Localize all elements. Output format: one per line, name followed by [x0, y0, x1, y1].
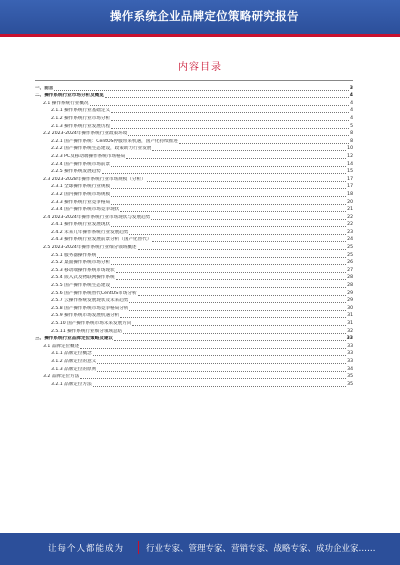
toc-entry-label: 2.3.1 全球操作系统行业规模: [51, 184, 111, 190]
toc-leader-dots: [80, 378, 346, 379]
toc-entry-label: 2.2.4 国产操作系统市场前景: [51, 161, 111, 167]
toc-entry-page: 21: [347, 207, 353, 213]
toc-entry[interactable]: [35, 350, 353, 358]
toc-entry-label: 2.5.4 嵌入式及物联网操作系统: [51, 275, 115, 281]
toc-leader-dots: [152, 241, 346, 242]
toc-entry-label: 2.3.2 国内操作系统市场规模: [51, 191, 111, 197]
toc-entry-page: 29: [347, 298, 353, 304]
footer-tagline: 行业专家、管理专家、营销专家、战略专家、成功企业家……: [146, 544, 376, 554]
toc-leader-dots: [138, 249, 347, 250]
toc-entry-label: 2.5.6 国产操作系统替代CentOS市场分析: [51, 290, 137, 296]
toc-leader-dots: [179, 143, 349, 144]
toc-entry-label: 2.1.2 操作系统行业市场分析: [51, 115, 111, 121]
toc-entry[interactable]: [35, 357, 353, 365]
toc-entry[interactable]: [35, 236, 353, 244]
toc-entry[interactable]: [35, 297, 353, 305]
toc-leader-dots: [111, 120, 349, 121]
toc-entry[interactable]: [35, 107, 353, 115]
toc-entry-label: 一、前言: [35, 85, 54, 91]
toc-title: 内容目录: [178, 62, 222, 73]
toc-entry-page: 3: [349, 85, 353, 91]
toc-entry-label: 3.1.3 品牌定位的原则: [51, 366, 97, 372]
toc-leader-dots: [90, 105, 350, 106]
toc-leader-dots: [111, 226, 346, 227]
toc-leader-dots: [116, 272, 346, 273]
toc-entry[interactable]: [35, 183, 353, 191]
toc-entry-label: 2.5.2 桌面操作系统市场分析: [51, 260, 111, 266]
toc-entry[interactable]: [35, 168, 353, 176]
toc-entry-page: 33: [347, 343, 353, 349]
toc-leader-dots: [102, 173, 346, 174]
toc-entry[interactable]: [35, 152, 353, 160]
toc-entry-label: 2.4.3 操作系统行业发展前景分析（国产化替代）: [51, 237, 152, 243]
toc-leader-dots: [123, 333, 346, 334]
toc-entry-page: 35: [347, 374, 353, 380]
toc-entry[interactable]: [35, 198, 353, 206]
toc-entry-label: 2.5 2023-2024年操作系统行业细分领域概述: [43, 245, 137, 251]
toc-leader-dots: [114, 340, 345, 341]
toc-entry-label: 2.5.1 服务器操作系统: [51, 252, 97, 258]
toc-entry[interactable]: [35, 281, 353, 289]
toc-entry-label: 2.5.11 操作系统行业细分领域总结: [51, 328, 123, 334]
toc-leader-dots: [97, 363, 346, 364]
toc-entry[interactable]: [35, 145, 353, 153]
toc-leader-dots: [80, 348, 346, 349]
toc-leader-dots: [111, 112, 349, 113]
toc-entry[interactable]: [35, 137, 353, 145]
toc-leader-dots: [105, 97, 349, 98]
toc-entry-page: 30: [347, 305, 353, 311]
toc-entry[interactable]: [35, 342, 353, 350]
toc-entry[interactable]: [35, 130, 353, 138]
toc-entry-page: 27: [347, 267, 353, 273]
toc-leader-dots: [138, 295, 347, 296]
toc-entry-label: 2.1.1 操作系统行业基础定义: [51, 108, 111, 114]
toc-leader-dots: [129, 234, 346, 235]
toc-entry-page: 10: [347, 146, 353, 152]
toc-leader-dots: [111, 264, 346, 265]
toc-entry[interactable]: [35, 92, 353, 100]
toc-entry-label: 2.4 2023-2024年操作系统行业市场现状与发展趋势: [43, 214, 151, 220]
toc-leader-dots: [132, 325, 346, 326]
toc-entry[interactable]: [35, 221, 353, 229]
toc-entry[interactable]: [35, 160, 353, 168]
toc-entry[interactable]: [35, 312, 353, 320]
toc-entry-label: 二、操作系统行业市场分析及概览: [35, 93, 104, 99]
toc-entry-page: 12: [347, 153, 353, 159]
toc-entry-page: 15: [347, 169, 353, 175]
toc-entry[interactable]: [35, 266, 353, 274]
toc-entry-page: 28: [347, 275, 353, 281]
toc-entry-page: 31: [347, 321, 353, 326]
toc-leader-dots: [111, 287, 346, 288]
toc-entry-page: 33: [346, 336, 353, 342]
toc-entry[interactable]: [35, 319, 353, 327]
toc-entry-label: 2.2.2 国产操作系统生态建设，政策助力行业发展: [51, 146, 152, 152]
toc-entry-label: 3.1.2 品牌定位的意义: [51, 358, 97, 364]
toc-entry-page: 24: [347, 237, 353, 243]
toc-leader-dots: [111, 166, 346, 167]
toc-entry-page: 18: [347, 191, 353, 197]
toc-entry-page: 25: [347, 245, 353, 251]
toc-entry-page: 33: [347, 351, 353, 357]
toc-entry[interactable]: [35, 114, 353, 122]
toc-entry-page: 4: [350, 115, 353, 121]
toc-entry-label: 2.5.3 移动端操作系统市场现状: [51, 267, 115, 273]
toc-leader-dots: [54, 90, 348, 91]
toc-entry-label: 2.2.3 PC及移动端操作系统市场格局: [51, 153, 126, 159]
report-title: 操作系统企业品牌定位策略研究报告: [110, 9, 299, 23]
toc-entry[interactable]: [35, 99, 353, 107]
toc-top-rule: [35, 80, 353, 81]
toc-entry-label: 2.2.5 操作系统发展趋势: [51, 169, 101, 175]
toc-entry-label: 2.3.3 操作系统行业竞争格局: [51, 199, 111, 205]
toc-entry-label: 2.5.5 国产操作系统生态建设: [51, 283, 111, 289]
toc-leader-dots: [111, 188, 346, 189]
toc-entry[interactable]: [35, 228, 353, 236]
toc-entry[interactable]: [35, 289, 353, 297]
toc-entry-page: 32: [347, 328, 353, 334]
toc-entry-label: 三、操作系统行业品牌定位策略及建议: [35, 336, 114, 342]
toc-leader-dots: [97, 371, 346, 372]
toc-leader-dots: [126, 158, 346, 159]
toc-entry[interactable]: [35, 365, 353, 373]
footer-separator: [138, 541, 139, 554]
toc-leader-dots: [93, 355, 346, 356]
toc-entry[interactable]: [35, 274, 353, 282]
toc-entry-label: 2.3 2023-2028年操作系统行业市场规模（分析）: [43, 176, 146, 182]
toc-entry-label: 2.5.9 操作系统市场发展机遇分析: [51, 313, 120, 319]
table-of-contents: [35, 84, 353, 388]
toc-entry[interactable]: [35, 175, 353, 183]
toc-leader-dots: [128, 135, 349, 136]
toc-leader-dots: [129, 310, 346, 311]
toc-entry-label: 2.2.1 国产操作系统：CentOS停服带来机遇，国产化持续推进: [51, 138, 178, 144]
toc-entry-page: 4: [349, 93, 353, 99]
header-accent-stripe: [0, 34, 400, 37]
toc-entry-page: 26: [347, 260, 353, 266]
toc-entry-label: 2.5.10 国产操作系统市场未来发展方向: [51, 321, 132, 326]
toc-leader-dots: [151, 219, 346, 220]
toc-entry-page: 5: [350, 123, 353, 129]
toc-entry-page: 4: [350, 100, 353, 106]
toc-entry-page: 28: [347, 283, 353, 289]
toc-entry-page: 33: [347, 358, 353, 364]
toc-entry-page: 14: [347, 161, 353, 167]
toc-entry[interactable]: [35, 380, 353, 388]
toc-entry-label: 3.1.1 品牌定位概念: [51, 351, 92, 357]
toc-entry-page: 20: [347, 199, 353, 205]
toc-leader-dots: [97, 257, 346, 258]
toc-leader-dots: [116, 279, 346, 280]
toc-entry[interactable]: [35, 335, 353, 343]
toc-entry[interactable]: [35, 259, 353, 267]
toc-entry-page: 22: [347, 214, 353, 220]
toc-entry-page: 22: [347, 222, 353, 228]
toc-entry-label: 2.1 操作系统行业概况: [43, 100, 89, 106]
toc-entry-label: 2.5.7 云操作系统发展现状及未来趋势: [51, 298, 129, 304]
toc-entry-page: 23: [347, 229, 353, 235]
header-banner: [0, 0, 400, 34]
footer-banner: [0, 533, 400, 565]
toc-entry[interactable]: [35, 190, 353, 198]
toc-entry-label: 2.4.1 操作系统行业发展现状: [51, 222, 111, 228]
toc-entry[interactable]: [35, 243, 353, 251]
toc-entry[interactable]: [35, 206, 353, 214]
toc-leader-dots: [93, 386, 346, 387]
toc-entry-page: 34: [347, 366, 353, 372]
toc-leader-dots: [147, 181, 346, 182]
toc-entry[interactable]: [35, 373, 353, 381]
toc-leader-dots: [120, 211, 346, 212]
toc-entry-label: 3.2 品牌定位方法: [43, 374, 80, 380]
toc-entry-page: 29: [347, 290, 353, 296]
toc-entry[interactable]: [35, 84, 353, 92]
toc-entry[interactable]: [35, 327, 353, 335]
toc-entry-page: 17: [347, 176, 353, 182]
toc-leader-dots: [152, 150, 346, 151]
toc-entry-label: 3.1 品牌定位概述: [43, 343, 80, 349]
toc-entry-page: 25: [347, 252, 353, 258]
toc-leader-dots: [111, 128, 349, 129]
toc-leader-dots: [129, 302, 346, 303]
toc-entry-page: 17: [347, 184, 353, 190]
toc-entry-label: 2.1.3 操作系统行业发展历程: [51, 123, 111, 129]
toc-entry[interactable]: [35, 122, 353, 130]
toc-entry-label: 2.4.2 未来几年操作系统行业发展趋势: [51, 229, 129, 235]
toc-leader-dots: [111, 196, 346, 197]
toc-entry-label: 2.2 2023-2024年操作系统行业政策环境: [43, 131, 128, 137]
toc-entry[interactable]: [35, 213, 353, 221]
toc-entry[interactable]: [35, 251, 353, 259]
toc-entry-page: 35: [347, 381, 353, 387]
toc-leader-dots: [120, 317, 346, 318]
toc-leader-dots: [111, 204, 346, 205]
toc-entry[interactable]: [35, 304, 353, 312]
footer-slogan: 让每个人都能成为: [48, 544, 125, 554]
toc-entry-page: 8: [350, 131, 353, 137]
toc-entry-page: 8: [350, 138, 353, 144]
toc-entry-label: 2.3.4 国产操作系统市场竞争现状: [51, 207, 120, 213]
toc-entry-page: 31: [347, 313, 353, 319]
toc-entry-label: 3.2.1 品牌定位方法: [51, 381, 92, 387]
toc-entry-page: 4: [350, 108, 353, 114]
toc-entry-label: 2.5.8 国产操作系统市场竞争格局分析: [51, 305, 129, 311]
